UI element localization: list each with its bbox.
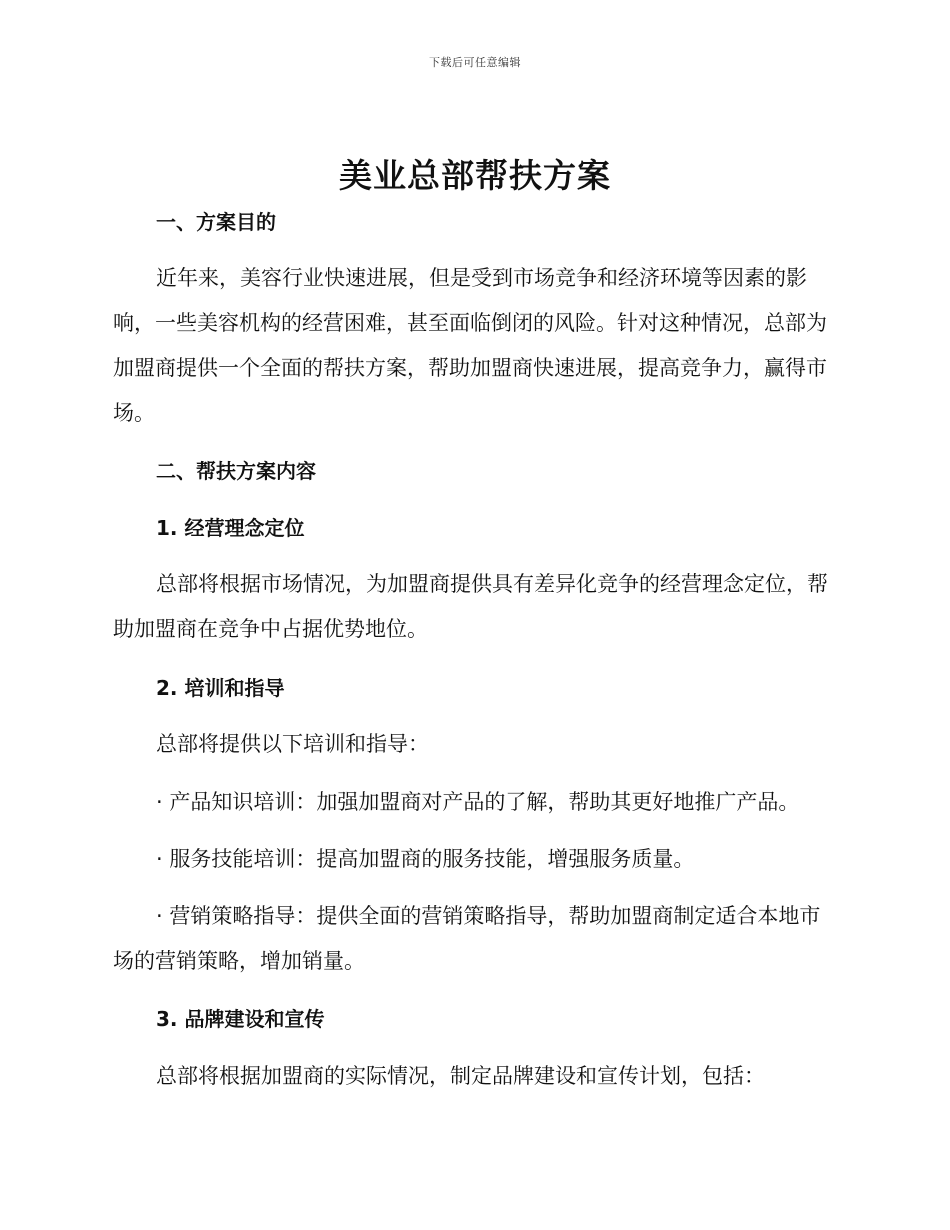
- subheading-branding: 3. 品牌建设和宣传: [156, 1007, 325, 1031]
- bullet-service-training: · 服务技能培训：提高加盟商的服务技能，增强服务质量。: [156, 847, 695, 871]
- branding-intro: 总部将根据加盟商的实际情况，制定品牌建设和宣传计划，包括：: [156, 1064, 765, 1088]
- subheading-training: 2. 培训和指导: [156, 676, 285, 700]
- bullet-product-training: · 产品知识培训：加强加盟商对产品的了解，帮助其更好地推广产品。: [156, 790, 800, 814]
- section-heading-content: 二、帮扶方案内容: [156, 459, 316, 483]
- bullet-marketing-guidance: · 营销策略指导：提供全面的营销策略指导，帮助加盟商制定适合本地市场的营销策略，增加销量。: [113, 904, 821, 973]
- subheading-positioning: 1. 经营理念定位: [156, 516, 305, 540]
- training-intro: 总部将提供以下培训和指导：: [156, 732, 429, 756]
- purpose-paragraph: 近年来，美容行业快速进展，但是受到市场竞争和经济环境等因素的影响，一些美容机构的经营困难，甚至面临倒闭的风险。针对这种情况，总部为加盟商提供一个全面的帮扶方案，帮助加盟商快速进展，提高竞争力，赢得市场。: [113, 266, 827, 425]
- header-note: 下载后可任意编辑: [429, 56, 521, 69]
- positioning-paragraph: 总部将根据市场情况，为加盟商提供具有差异化竞争的经营理念定位，帮助加盟商在竞争中占据优势地位。: [113, 572, 828, 641]
- document-title: 美业总部帮扶方案: [339, 156, 611, 195]
- section-heading-purpose: 一、方案目的: [156, 210, 276, 234]
